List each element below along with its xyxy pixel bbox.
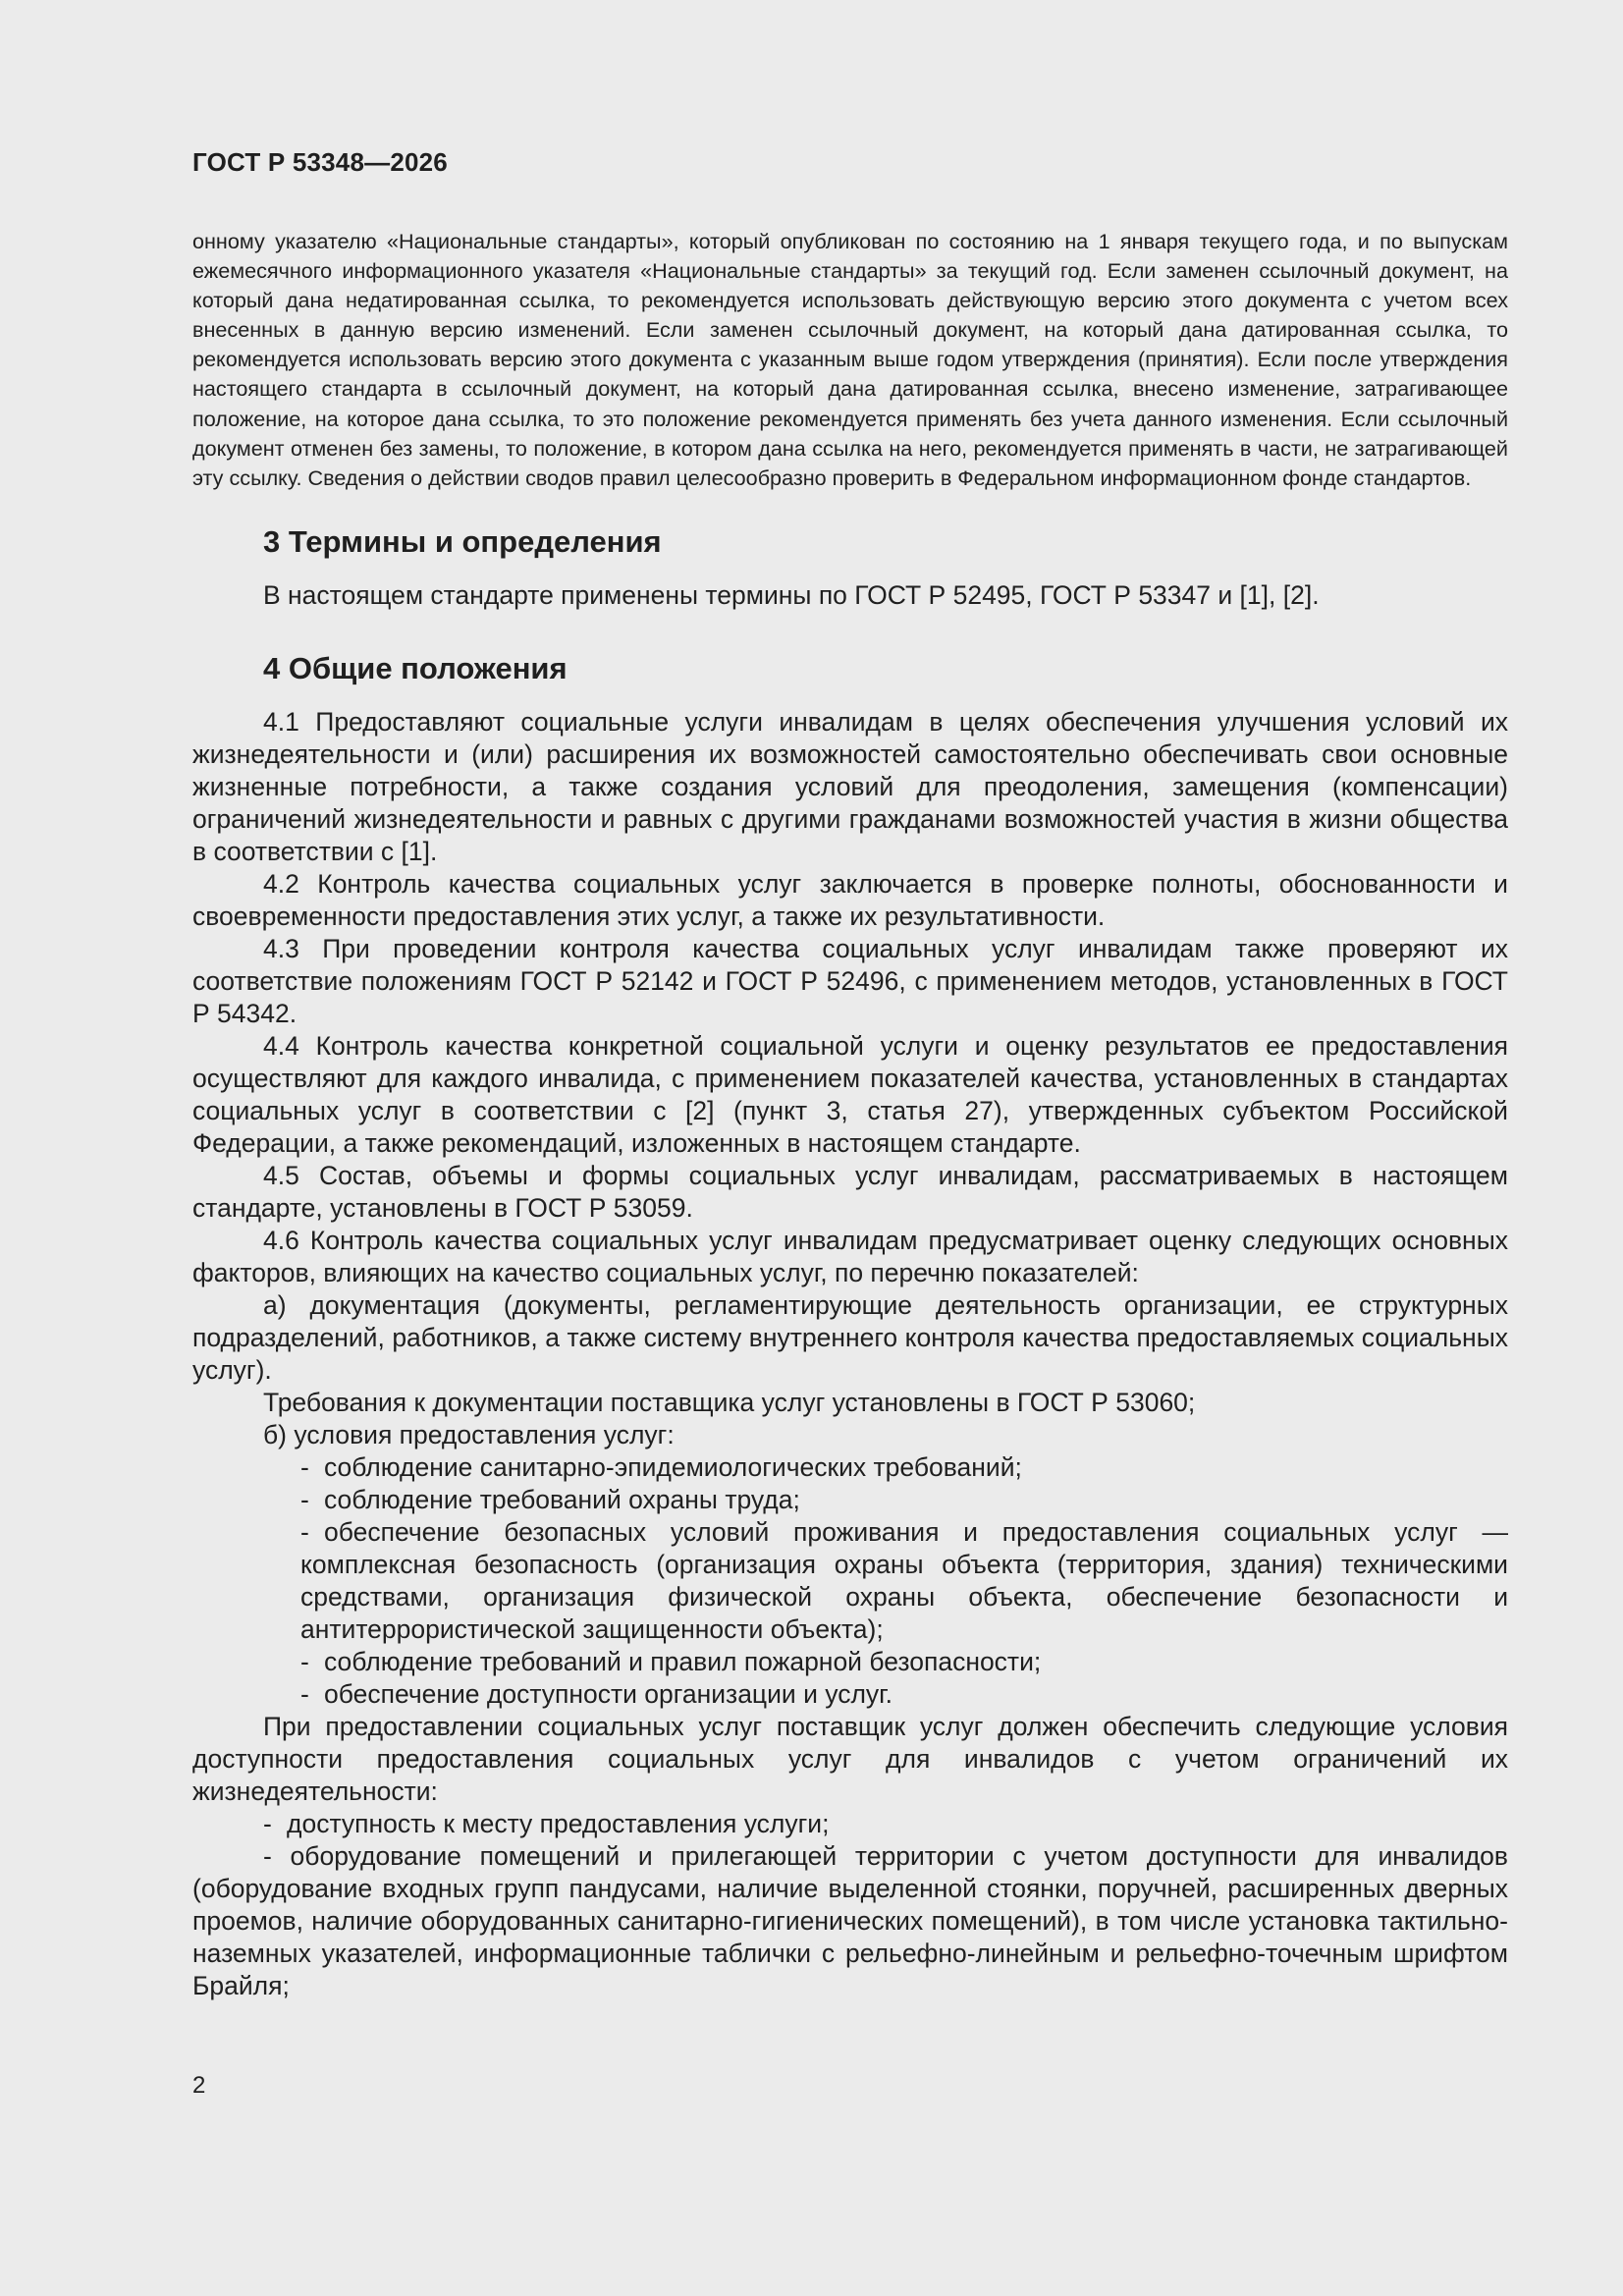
dash-marker: - (300, 1678, 309, 1709)
document-header: ГОСТ Р 53348—2026 (192, 147, 448, 177)
section-3-title: 3 Термины и определения (263, 523, 662, 559)
list-item-b: б) условия предоставления услуг: (263, 1419, 675, 1449)
document-page (192, 147, 1508, 2002)
dash-marker: - (300, 1484, 309, 1514)
list-item: - соблюдение санитарно-эпидемиологических требований; (300, 1451, 1022, 1482)
clause-4-1: 4.1 Предоставляют социальные услуги инвалидам в целях обеспечения улучшения условий их жизнедеятельности и (или) расширения их возможностей самостоятельно обеспечивать свои основные жизненные потребности, а также создания условий для преодоления, замещения (компенсации) ограничений жизнедеятельности и равных с другими гражданами возможностей участия в жизни общества в соответствии с [1]. (192, 706, 1508, 866)
accessibility-intro: При предоставлении социальных услуг поставщик услуг должен обеспечить следующие условия доступности предоставления социальных услуг для инвалидов с учетом ограничений их жизнедеятельности: (192, 1711, 1508, 1806)
section-4-title: 4 Общие положения (263, 650, 568, 685)
dash-marker: - (300, 1516, 309, 1547)
list-item: - доступность к месту предоставления услуги; (263, 1808, 830, 1838)
page-number: 2 (192, 2072, 206, 2099)
section-3-text: В настоящем стандарте применены термины по ГОСТ Р 52495, ГОСТ Р 53347 и [1], [2]. (263, 579, 1320, 610)
dash-marker: - (300, 1451, 309, 1482)
clause-4-3: 4.3 При проведении контроля качества социальных услуг инвалидам также проверяют их соответствие положениям ГОСТ Р 52142 и ГОСТ Р 52496, с применением методов, установленных в ГОСТ Р 54342. (192, 933, 1508, 1028)
documentation-requirements: Требования к документации поставщика услуг установлены в ГОСТ Р 53060; (263, 1387, 1196, 1417)
clause-4-5: 4.5 Состав, объемы и формы социальных услуг инвалидам, рассматриваемых в настоящем стандарте, установлены в ГОСТ Р 53059. (192, 1160, 1508, 1223)
clause-4-6: 4.6 Контроль качества социальных услуг инвалидам предусматривает оценку следующих основных факторов, влияющих на качество социальных услуг, по перечню показателей: (192, 1225, 1508, 1287)
dash-marker: - (300, 1646, 309, 1676)
list-item: - соблюдение требований и правил пожарной безопасности; (300, 1646, 1042, 1676)
clause-4-4: 4.4 Контроль качества конкретной социальной услуги и оценку результатов ее предоставления осуществляют для каждого инвалида, с применением показателей качества, установленных в стандартах социальных услуг в соответствии с [2] (пункт 3, статья 27), утвержденных субъектом Российской Федерации, а также рекомендаций, изложенных в настоящем стандарте. (192, 1030, 1508, 1158)
clause-4-2: 4.2 Контроль качества социальных услуг заключается в проверке полноты, обоснованности и своевременности предоставления этих услуг, а также их результативности. (192, 868, 1508, 931)
list-item-a: а) документация (документы, регламентирующие деятельность организации, ее структурных подразделений, работников, а также систему внутреннего контроля качества предоставляемых социальных услуг). (192, 1289, 1508, 1385)
section-4-body (192, 706, 1508, 2002)
dash-marker: - (263, 1808, 272, 1838)
list-item: - соблюдение требований охраны труда; (300, 1484, 800, 1514)
list-item: - обеспечение безопасных условий проживания и предоставления социальных услуг — комплексная безопасность (организация охраны объекта (территория, здания) техническими средствами, организация физической охраны объекта, обеспечение безопасности и антитеррористической защищенности объекта); (300, 1516, 1508, 1644)
dash-marker: - (263, 1840, 272, 1871)
intro-paragraph: онному указателю «Национальные стандарты», который опубликован по состоянию на 1 января текущего года, и по выпускам ежемесячного информационного указателя «Национальные стандарты» за текущий год. Если заменен ссылочный документ, на который дана недатированная ссылка, то рекомендуется использовать действующую версию этого документа с учетом всех внесенных в данную версию изменений. Если заменен ссылочный документ, на который дана датированная ссылка, то рекомендуется использовать версию этого документа с указанным выше годом утверждения (принятия). Если после утверждения настоящего стандарта в ссылочный документ, на который дана датированная ссылка, внесено изменение, затрагивающее положение, на которое дана ссылка, то это положение рекомендуется применять без учета данного изменения. Если ссылочный документ отменен без замены, то положение, в котором дана ссылка на него, рекомендуется применять в части, не затрагивающей эту ссылку. Сведения о действии сводов правил целесообразно проверить в Федеральном информационном фонде стандартов. (192, 229, 1508, 490)
list-item: - обеспечение доступности организации и услуг. (300, 1678, 893, 1709)
list-item: - оборудование помещений и прилегающей территории с учетом доступности для инвалидов (оборудование входных групп пандусами, наличие выделенной стоянки, поручней, расширенных дверных проемов, наличие оборудованных санитарно-гигиенических помещений), в том числе установка тактильно-наземных указателей, информационные таблички с рельефно-линейным и рельефно-точечным шрифтом Брайля; (192, 1840, 1508, 2000)
